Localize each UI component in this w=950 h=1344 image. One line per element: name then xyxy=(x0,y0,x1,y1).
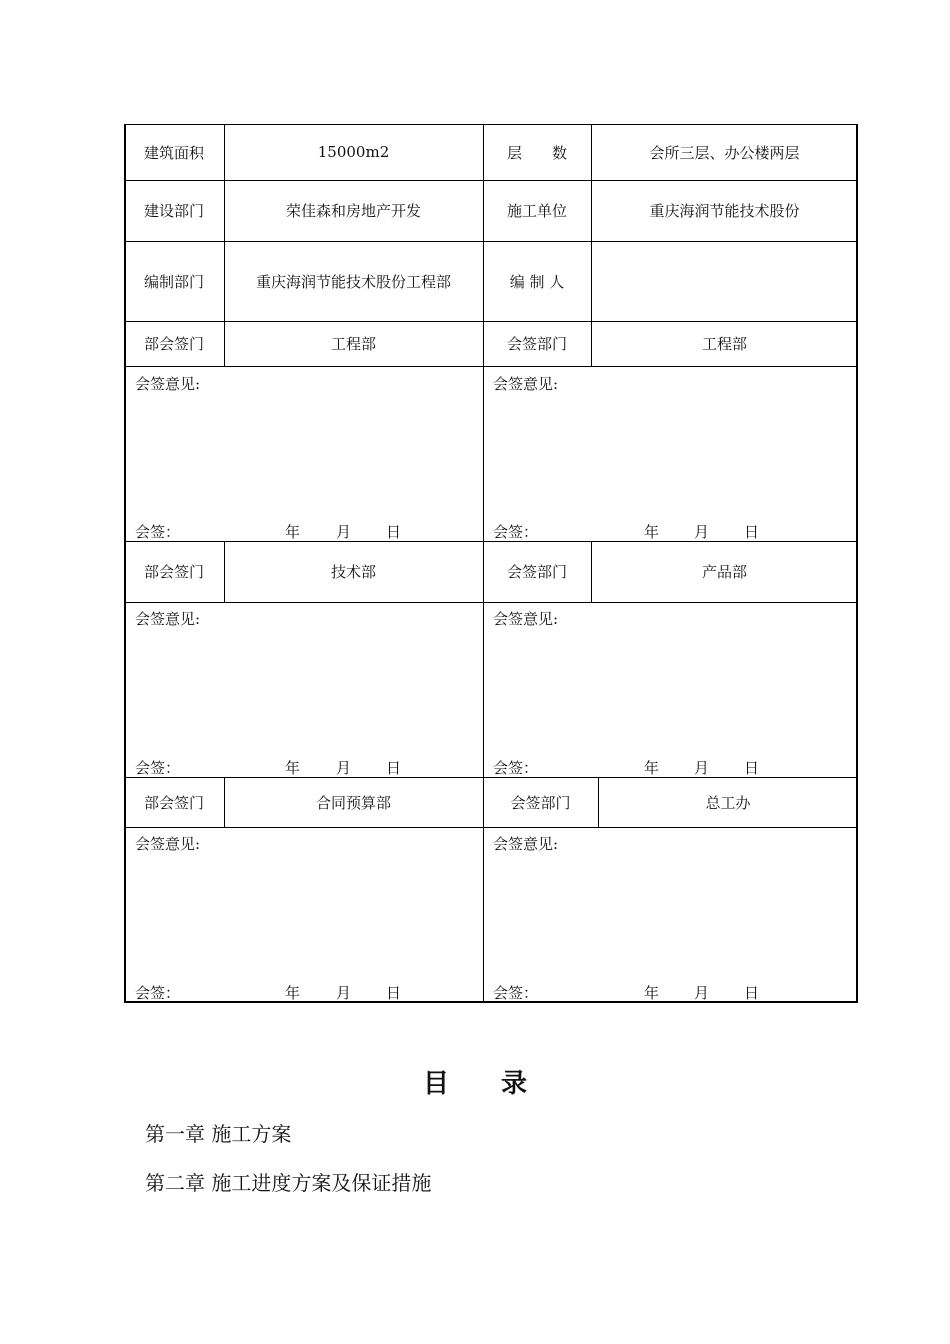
sign-dept-value: 工程部 xyxy=(330,335,376,353)
toc-item[interactable]: 第二章 施工进度方案及保证措施 xyxy=(145,1171,432,1195)
signature-label: 会签： xyxy=(135,984,181,1002)
date-month: 月 xyxy=(336,523,352,541)
contractor-value: 重庆海润节能技术股份 xyxy=(649,202,800,220)
prepared-dept-value: 重庆海润节能技术股份工程部 xyxy=(255,272,451,291)
date-year: 年 xyxy=(644,984,660,1002)
signature-label: 会签： xyxy=(493,523,539,541)
area-label: 建筑面积 xyxy=(143,143,204,162)
sign-dept-value: 合同预算部 xyxy=(315,793,391,812)
signature-label: 会签： xyxy=(493,984,539,1002)
toc-title: 目 录 xyxy=(422,1069,527,1099)
sign-dept-value: 总工办 xyxy=(705,793,751,812)
date-day: 日 xyxy=(386,759,402,777)
date-month: 月 xyxy=(336,759,352,777)
sign-dept-label: 会签部门 xyxy=(510,793,571,812)
opinion-label: 会签意见: xyxy=(493,610,559,628)
prepared-dept-label: 编制部门 xyxy=(143,272,204,291)
date-day: 日 xyxy=(386,523,402,541)
signature-label: 会签： xyxy=(135,759,181,777)
date-day: 日 xyxy=(744,759,760,777)
opinion-label: 会签意见: xyxy=(135,375,201,393)
date-year: 年 xyxy=(285,984,301,1002)
sign-dept-label: 部会签门 xyxy=(143,563,204,581)
date-month: 月 xyxy=(694,984,710,1002)
signature-label: 会签： xyxy=(135,523,181,541)
preparer-label: 编 制 人 xyxy=(509,272,565,291)
date-month: 月 xyxy=(336,984,352,1002)
signature-label: 会签： xyxy=(493,759,539,777)
floors-value: 会所三层、办公楼两层 xyxy=(649,143,800,162)
contractor-label: 施工单位 xyxy=(506,202,567,220)
sign-dept-value: 产品部 xyxy=(701,563,747,581)
opinion-label: 会签意见: xyxy=(493,375,559,393)
row-divider xyxy=(124,827,858,828)
row-divider xyxy=(124,602,858,603)
date-month: 月 xyxy=(694,759,710,777)
sign-dept-label: 部会签门 xyxy=(143,335,204,353)
sign-dept-label: 会签部门 xyxy=(506,563,567,581)
opinion-label: 会签意见: xyxy=(135,835,201,853)
opinion-label: 会签意见: xyxy=(135,610,201,628)
date-day: 日 xyxy=(744,523,760,541)
toc-item[interactable]: 第一章 施工方案 xyxy=(145,1122,292,1146)
owner-label: 建设部门 xyxy=(143,202,204,220)
owner-value: 荣佳森和房地产开发 xyxy=(285,202,421,220)
preparer-value xyxy=(591,241,858,321)
date-month: 月 xyxy=(694,523,710,541)
floors-label: 层 数 xyxy=(506,143,567,162)
sign-dept-value: 技术部 xyxy=(330,563,376,581)
date-day: 日 xyxy=(386,984,402,1002)
sign-dept-label: 部会签门 xyxy=(143,793,204,812)
date-year: 年 xyxy=(644,759,660,777)
opinion-label: 会签意见: xyxy=(493,835,559,853)
date-day: 日 xyxy=(744,984,760,1002)
date-year: 年 xyxy=(285,523,301,541)
date-year: 年 xyxy=(285,759,301,777)
row-divider xyxy=(124,366,858,367)
area-value: 15000m2 xyxy=(317,143,390,161)
sign-dept-label: 会签部门 xyxy=(506,335,567,353)
date-year: 年 xyxy=(644,523,660,541)
sign-dept-value: 工程部 xyxy=(701,335,747,353)
